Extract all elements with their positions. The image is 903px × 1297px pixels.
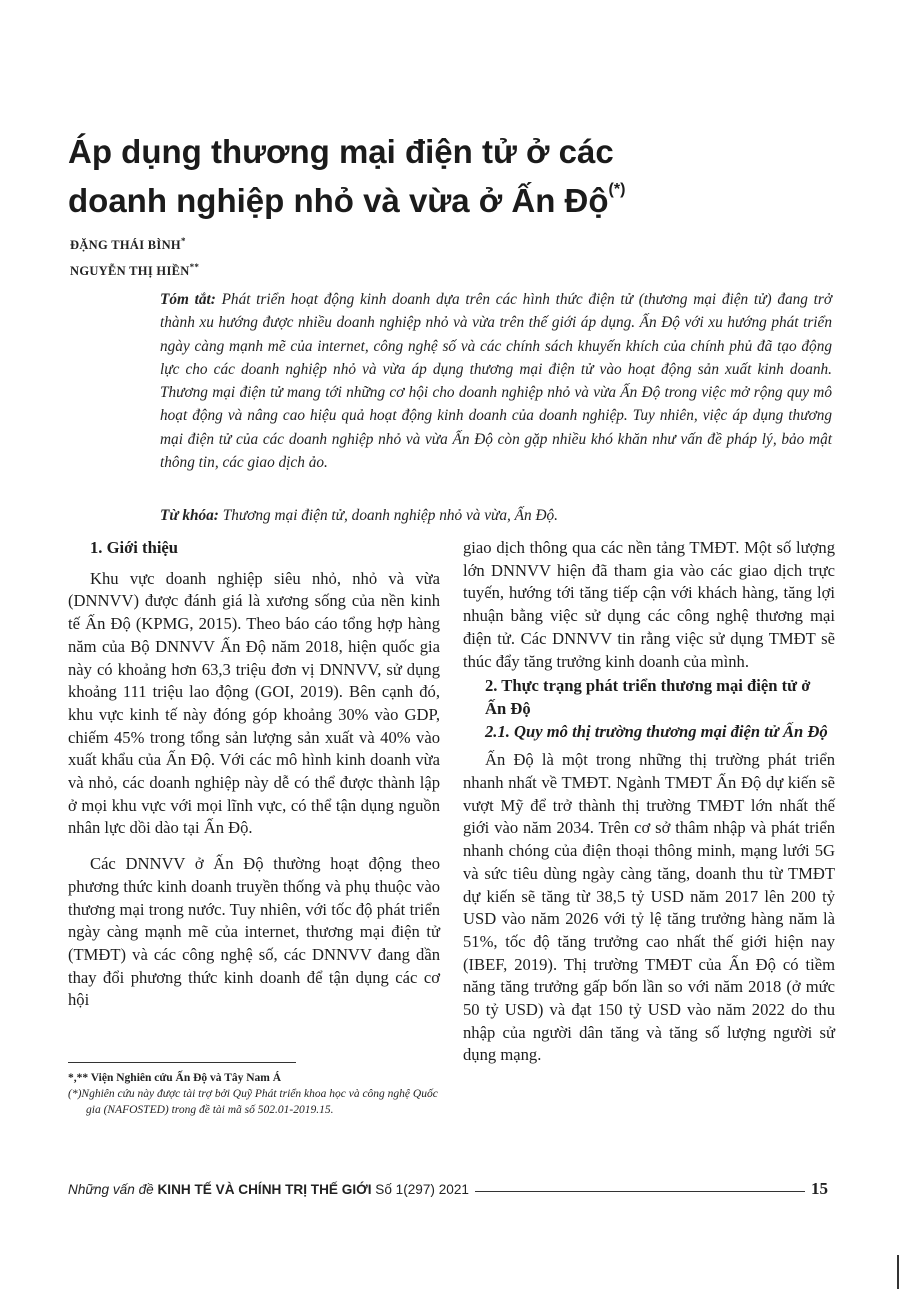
title-footnote-mark: (*) — [608, 181, 626, 198]
journal-prefix: Những vấn đề — [68, 1181, 158, 1197]
author-name: NGUYỄN THỊ HIỀN — [70, 264, 190, 279]
abstract-text: Phát triển hoạt động kinh doanh dựa trên các hình thức điện tử (thương mại điện tử) đang trở thành xu hướng được nhiều doanh nghiệp nhỏ và vừa trên thế giới áp dụng. Ấn Độ với xu hướng phát triển ngày càng mạnh mẽ của internet, công nghệ số và các chính sách khuyến khích của chính phủ đã tạo động lực cho các doanh nghiệp nhỏ và vừa áp dụng thương mại điện tử vào hoạt động sản xuất kinh doanh. Thương mại điện tử mang tới những cơ hội cho doanh nghiệp nhỏ và vừa Ấn Độ trong việc mở rộng quy mô hoạt động và nâng cao hiệu quả hoạt động kinh doanh của doanh nghiệp. Tuy nhiên, việc áp dụng thương mại điện tử của các doanh nghiệp nhỏ và vừa Ấn Độ còn gặp nhiều khó khăn như vấn đề pháp lý, bảo mật thông tin, các giao dịch ảo. — [160, 291, 832, 472]
footer-rule — [475, 1191, 805, 1192]
keywords — [160, 505, 832, 527]
page-footer — [68, 1177, 828, 1201]
paragraph: Các DNNVV ở Ấn Độ thường hoạt động theo phương thức kinh doanh truyền thống và phụ thuộc vào thương mại trong nước. Tuy nhiên, với tốc độ phát triển ngày càng mạnh mẽ của internet, thương mại điện tử (TMĐT) và các công nghệ số, các DNNVV đang dần thay đổi phương thức kinh doanh để tận dụng các cơ hội — [68, 854, 440, 1010]
abstract — [160, 288, 832, 474]
paragraph: giao dịch thông qua các nền tảng TMĐT. Một số lượng lớn DNNVV hiện đã tham gia vào các giao dịch trực tuyến, hướng tới tăng tiếp cận với khách hàng, tăng lợi nhuận bằng việc sử dụng các công nghệ thương mại điện tử. Các DNNVV tin rằng việc sử dụng TMĐT sẽ thúc đẩy tăng trưởng kinh doanh của mình. — [463, 538, 835, 671]
footnotes — [68, 1070, 448, 1118]
journal-issue: Số 1(297) 2021 — [371, 1181, 469, 1197]
page-number: 15 — [811, 1179, 828, 1198]
section-2-heading: 2. Thực trạng phát triển thương mại điện tử ở Ấn Độ — [485, 676, 811, 718]
footnote-affiliation: *,** Viện Nghiên cứu Ấn Độ và Tây Nam Á — [68, 1072, 282, 1084]
author-2 — [70, 262, 199, 279]
author-name: ĐẶNG THÁI BÌNH — [70, 238, 181, 253]
keywords-label: Từ khóa: — [160, 507, 219, 524]
right-column — [463, 537, 835, 1067]
title-line-2: doanh nghiệp nhỏ và vừa ở Ấn Độ — [68, 182, 609, 219]
left-column — [68, 537, 440, 1012]
abstract-label: Tóm tắt: — [160, 291, 216, 308]
author-mark: ** — [189, 262, 200, 272]
journal-title: KINH TẾ VÀ CHÍNH TRỊ THẾ GIỚI — [157, 1181, 372, 1197]
author-1 — [70, 236, 186, 253]
article-title — [68, 130, 768, 223]
scan-edge-mark — [897, 1255, 899, 1289]
title-line-1: Áp dụng thương mại điện tử ở các — [68, 133, 614, 170]
paragraph: Ấn Độ là một trong những thị trường phát triển nhanh nhất về TMĐT. Ngành TMĐT Ấn Độ dự kiến sẽ vượt Mỹ để trở thành thị trường TMĐT lớn nhất thế giới vào năm 2034. Trên cơ sở thâm nhập và phát triển nhanh chóng của điện thoại thông minh, mạng lưới 5G và sức tiêu dùng ngày càng tăng, doanh thu từ TMĐT dự kiến sẽ tăng từ 38,5 tỷ USD năm 2017 lên 200 tỷ USD vào năm 2026 với tỷ lệ tăng trưởng hàng năm là 51%, tốc độ tăng trưởng cao nhất thế giới hiện nay (IBEF, 2019). Thị trường TMĐT của Ấn Độ có tiềm năng tăng trưởng gấp bốn lần so với năm 2018 (ở mức 50 tỷ USD) và đạt 150 tỷ USD vào năm 2022 do thu nhập của người dân tăng và tăng số lượng người sử dụng mạng. — [463, 750, 835, 1065]
journal-name — [68, 1182, 469, 1197]
paragraph: Khu vực doanh nghiệp siêu nhỏ, nhỏ và vừa (DNNVV) được đánh giá là xương sống của nền kinh tế Ấn Độ (KPMG, 2015). Theo báo cáo tổng hợp hàng năm của Bộ DNNVV Ấn Độ năm 2018, hiện quốc gia này có khoảng hơn 63,3 triệu đơn vị DNNVV, sử dụng khoảng 111 triệu lao động (GOI, 2019). Bên cạnh đó, khu vực kinh tế này đóng góp khoảng 30% vào GDP, chiếm 45% trong tổng sản lượng sản xuất và 40% vào xuất khẩu của Ấn Độ. Với các mô hình kinh doanh vừa và nhỏ, các doanh nghiệp này dễ có thể được thành lập ở mọi khu vực với mọi lĩnh vực, có thể tận dụng nguồn nhân lực dồi dào tại Ấn Độ. — [68, 568, 440, 838]
keywords-text: Thương mại điện tử, doanh nghiệp nhỏ và vừa, Ấn Độ. — [218, 507, 558, 524]
footnote-funding: (*)Nghiên cứu này được tài trợ bởi Quỹ Phát triển khoa học và công nghệ Quốc gia (NAFOSTED) trong đề tài mã số 502.01-2019.15. — [68, 1088, 438, 1116]
subsection-2-1-heading: 2.1. Quy mô thị trường thương mại điện tử Ấn Độ — [485, 721, 828, 741]
section-1-heading: 1. Giới thiệu — [90, 538, 179, 557]
author-mark: * — [180, 236, 186, 246]
footnote-divider — [68, 1062, 296, 1063]
